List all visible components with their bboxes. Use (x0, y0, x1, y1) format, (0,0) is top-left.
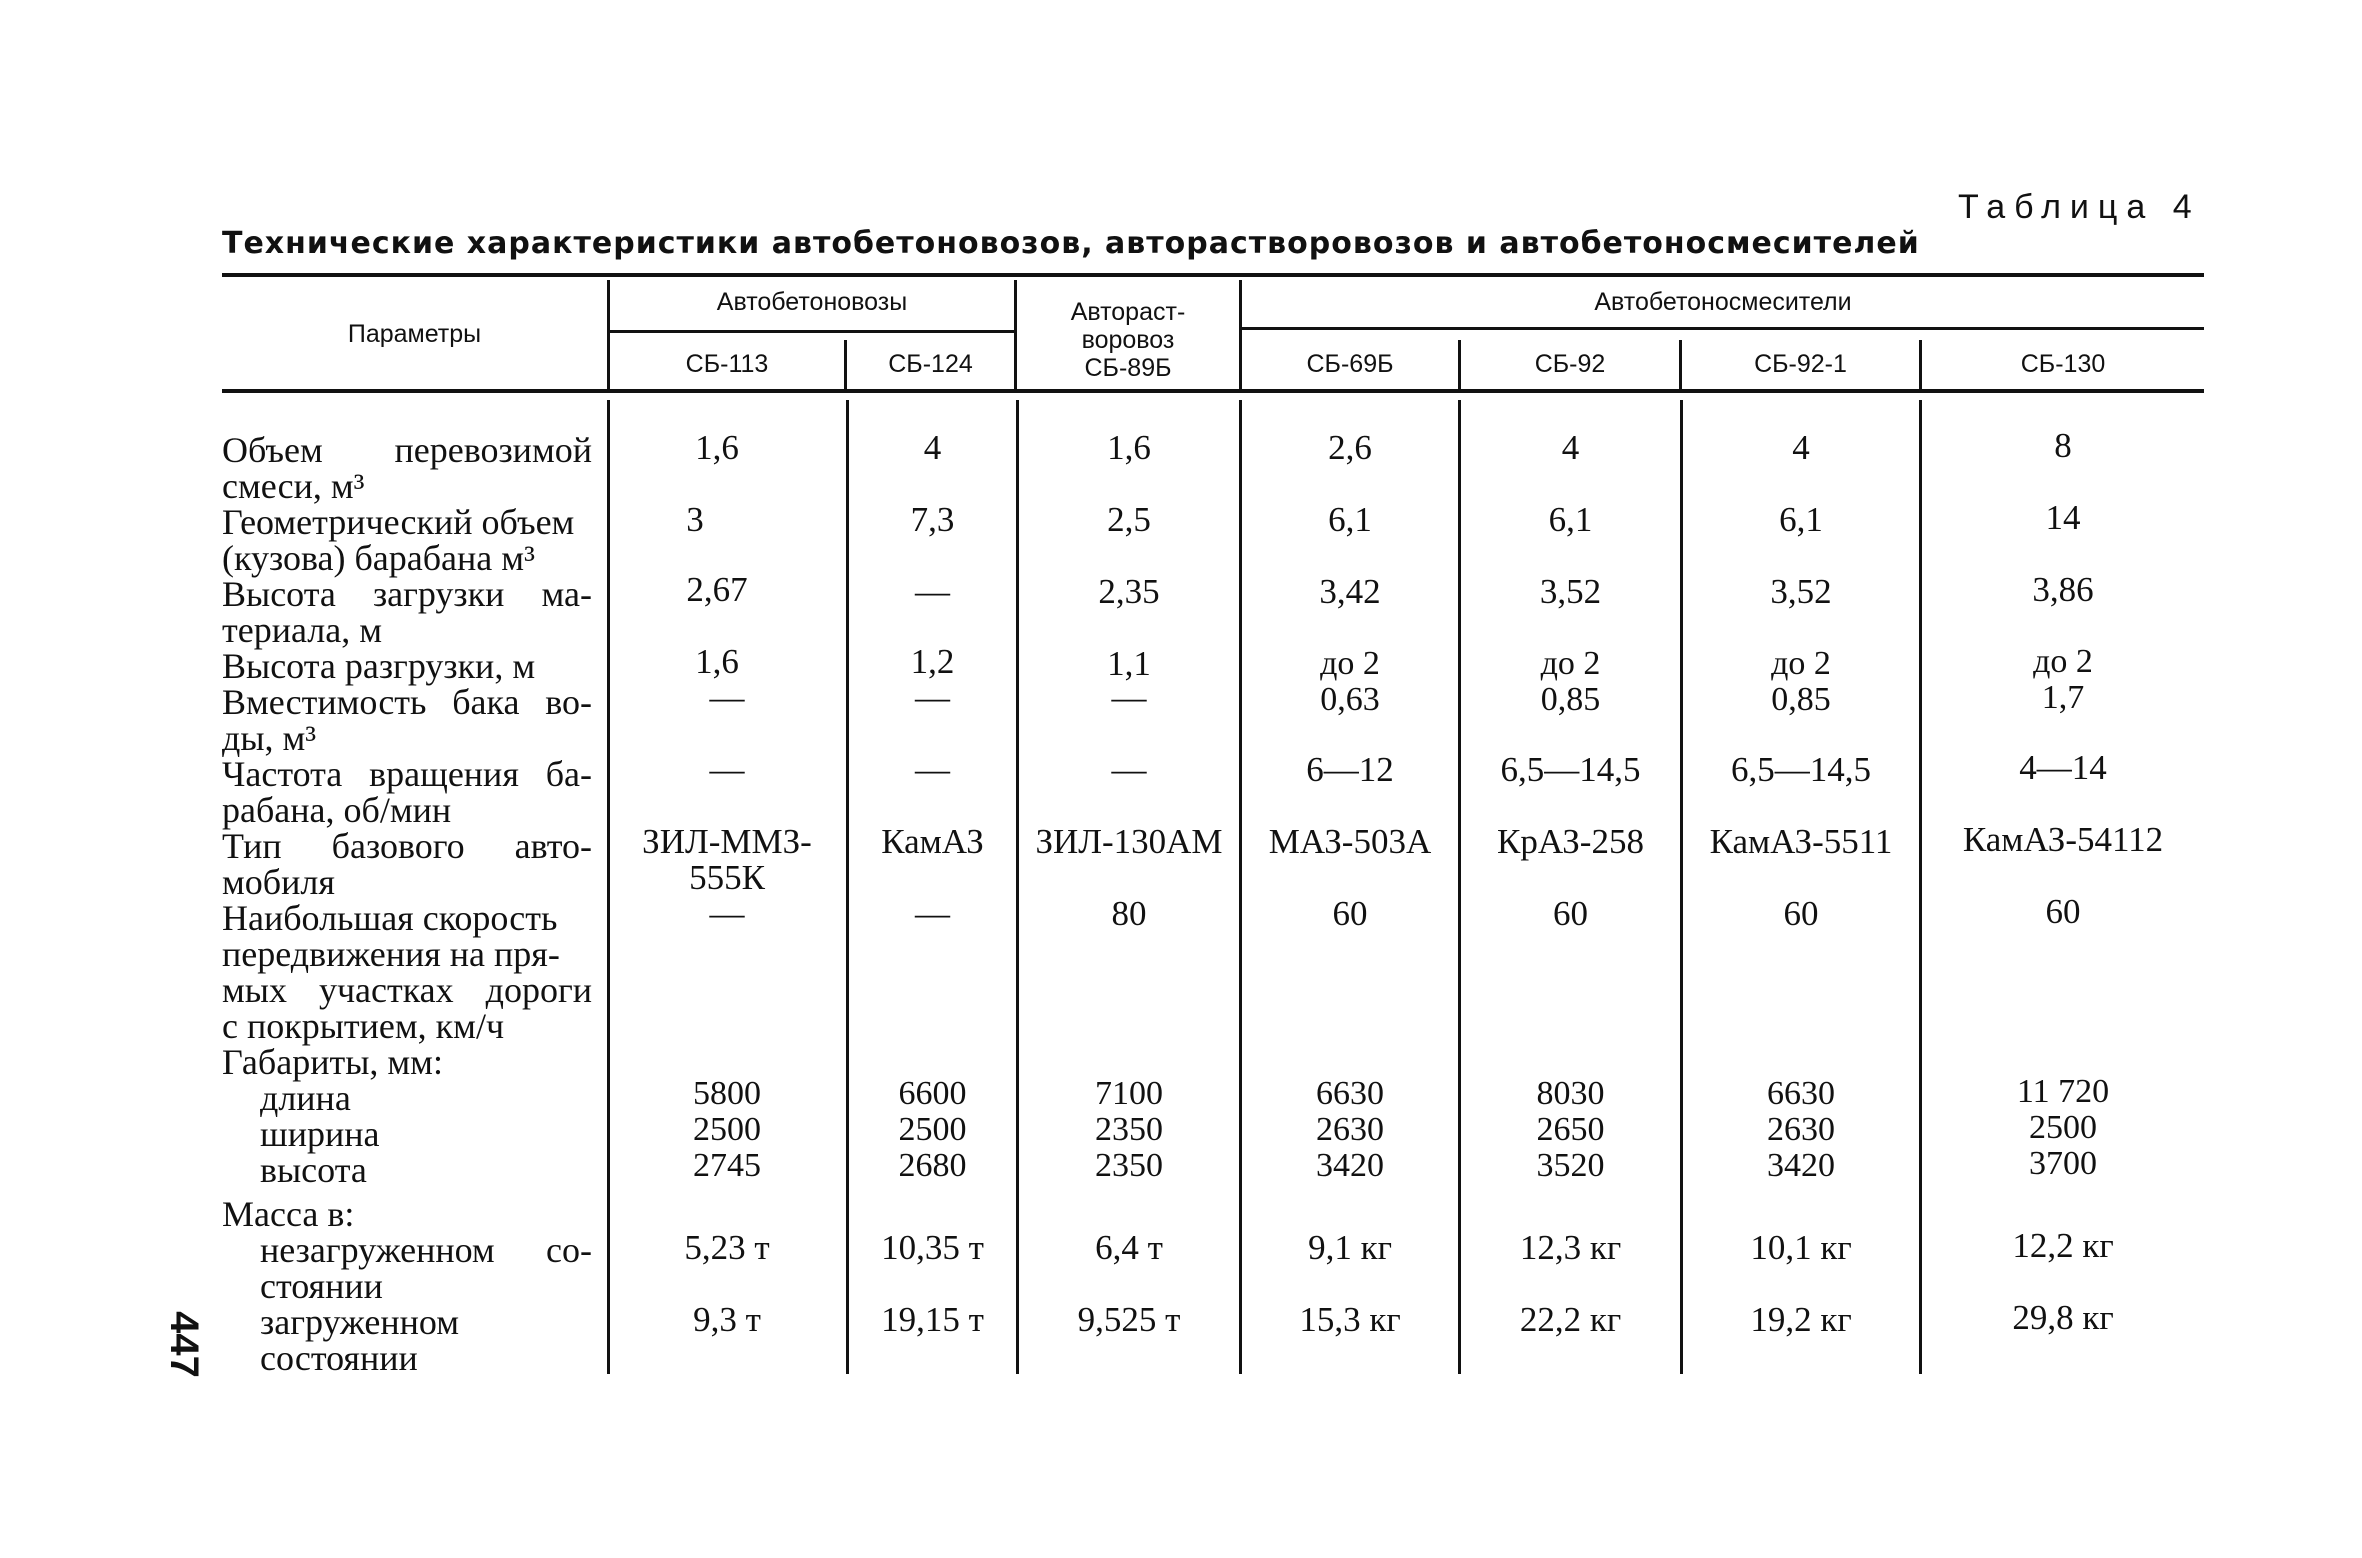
cell-value: 7,3 (910, 500, 955, 539)
cell-value: — (915, 678, 950, 717)
cell-value: 2,67 (686, 570, 748, 609)
cell-value: 19,2 кг (1750, 1300, 1852, 1339)
param-label: ды, м³ (222, 718, 317, 758)
param-label: загруженном (260, 1302, 460, 1342)
cell-value: 60 (1332, 894, 1368, 933)
cell-value: 6—12 (1306, 750, 1394, 789)
param-label: Высота разгрузки, м (222, 646, 536, 686)
cell-value: 60 (1553, 894, 1588, 933)
cell-value: 2,6 (1328, 428, 1372, 467)
param-label: Наибольшая скорость (222, 898, 558, 938)
param-label: передвижения на пря- (222, 934, 560, 974)
cell-value: 6,1 (1779, 500, 1823, 539)
cell-value: 4 (923, 428, 942, 467)
cell-value: 9,525 т (1077, 1300, 1181, 1339)
header-params: Параметры (347, 320, 482, 348)
header-rule (222, 389, 2204, 393)
cell-value: — (709, 678, 745, 717)
param-label: Масса в: (222, 1194, 355, 1234)
cell-value: 10,1 кг (1750, 1228, 1852, 1267)
cell-value: — (915, 572, 950, 611)
cell-value: 29,8 кг (2012, 1298, 2114, 1337)
param-label: Тип базового авто- (222, 826, 592, 866)
top-rule (222, 273, 2204, 277)
param-label: стоянии (260, 1266, 383, 1306)
cell-value: 9,3 т (693, 1300, 761, 1339)
cell-value: 1,6 (695, 642, 739, 681)
param-label: незагруженном со- (260, 1230, 592, 1270)
cell-value: 3,52 (1539, 572, 1602, 611)
cell-value: 6,1 (1328, 500, 1372, 539)
param-label: с покрытием, км/ч (222, 1006, 505, 1046)
cell-value: 3,86 (2032, 570, 2094, 609)
param-label: Геометрический объем (222, 502, 575, 542)
param-label: смеси, м³ (222, 466, 365, 506)
cell-value: 2,5 (1107, 500, 1151, 539)
header-mortar-carrier-l1: Автораст- (1070, 298, 1186, 326)
cell-value: до 2 0,85 (1771, 645, 1831, 718)
cell-dimensions: 6600 2500 2680 (898, 1075, 967, 1184)
param-label: Объем перевозимой (222, 430, 592, 470)
cell-dimensions: 11 720 2500 3700 (2016, 1073, 2110, 1182)
cell-value: — (915, 894, 950, 933)
param-label: ширина (260, 1114, 380, 1154)
param-label: Высота загрузки ма- (222, 574, 592, 614)
cell-value: 1,2 (910, 642, 955, 681)
body-col-divider (1680, 400, 1683, 1374)
body-col-divider (1458, 400, 1461, 1374)
cell-value: 12,2 кг (2012, 1226, 2114, 1265)
param-label: Габариты, мм: (222, 1042, 443, 1082)
body-col-divider (846, 400, 849, 1374)
group3-underline (1240, 327, 2204, 330)
cell-value: 555К (689, 858, 765, 897)
cell-value: 12,3 кг (1519, 1228, 1622, 1267)
cell-value: 15,3 кг (1299, 1300, 1401, 1339)
cell-value: 10,35 т (881, 1228, 984, 1267)
header-mortar-carrier-l2: воровоз (1081, 326, 1175, 354)
param-label: (кузова) барабана м³ (222, 538, 535, 578)
cell-value: 1,1 (1107, 644, 1151, 683)
header-model: СБ-113 (685, 350, 769, 378)
cell-value: 60 (1783, 894, 1819, 933)
header-model: СБ-92 (1534, 350, 1606, 378)
cell-value: 8 (2054, 426, 2072, 465)
cell-value: до 2 0,63 (1320, 645, 1380, 718)
cell-value: 3 (686, 500, 704, 539)
cell-dimensions: 8030 2650 3520 (1536, 1075, 1605, 1184)
cell-value: 60 (2045, 892, 2081, 931)
body-col-divider (1016, 400, 1019, 1374)
cell-value: 9,1 кг (1308, 1228, 1392, 1267)
cell-value: 6,5—14,5 (1500, 750, 1641, 789)
cell-value: 3,42 (1319, 572, 1381, 611)
param-label: Вместимость бака во- (222, 682, 592, 722)
param-label: Частота вращения ба- (222, 754, 592, 794)
cell-value: 14 (2045, 498, 2081, 537)
cell-value: 6,4 т (1095, 1228, 1163, 1267)
header-group-concrete-carriers: Автобетоновозы (716, 288, 908, 316)
cell-value: КрАЗ-258 (1497, 822, 1644, 861)
cell-value: 4 (1792, 428, 1810, 467)
cell-value: — (709, 894, 745, 933)
cell-value: ЗИЛ-ММЗ- (642, 822, 812, 861)
cell-dimensions: 6630 2630 3420 (1316, 1075, 1384, 1184)
header-mortar-carrier-l3: СБ-89Б (1084, 354, 1172, 382)
cell-value: МАЗ-503А (1268, 822, 1432, 861)
param-label: высота (260, 1150, 367, 1190)
cell-value: 5,23 т (684, 1228, 770, 1267)
cell-value: — (709, 750, 745, 789)
header-group-mixers: Автобетоносмесители (1594, 288, 1852, 316)
header-model: СБ-124 (888, 350, 973, 378)
cell-value: до 2 1,7 (2033, 643, 2093, 716)
cell-value: КамАЗ (881, 822, 984, 861)
cell-dimensions: 6630 2630 3420 (1767, 1075, 1835, 1184)
cell-dimensions: 7100 2350 2350 (1095, 1075, 1163, 1184)
header-model: СБ-69Б (1306, 350, 1394, 378)
cell-value: 1,6 (1107, 428, 1151, 467)
cell-value: ЗИЛ-130АМ (1035, 822, 1223, 861)
group1-underline (608, 330, 1014, 333)
cell-value: 6,5—14,5 (1731, 750, 1871, 789)
param-label: длина (260, 1078, 351, 1118)
cell-value: — (915, 750, 950, 789)
cell-dimensions: 5800 2500 2745 (693, 1075, 761, 1184)
cell-value: 80 (1111, 894, 1147, 933)
cell-value: 4—14 (2019, 748, 2107, 787)
cell-value: КамАЗ-54112 (1962, 820, 2164, 859)
cell-value: 2,35 (1098, 572, 1160, 611)
cell-value: 19,15 т (881, 1300, 984, 1339)
cell-value: до 2 0,85 (1540, 645, 1601, 718)
cell-value: 22,2 кг (1519, 1300, 1622, 1339)
header-model: СБ-130 (2020, 350, 2106, 378)
table-label: Таблица 4 (1958, 188, 2201, 226)
param-label: состоянии (260, 1338, 418, 1378)
cell-value: КамАЗ-5511 (1709, 822, 1893, 861)
body-col-divider (1239, 400, 1242, 1374)
page-number: 447 (161, 1311, 206, 1378)
param-label: мых участках дороги (222, 970, 592, 1010)
param-label: териала, м (222, 610, 382, 650)
table-title: Технические характеристики автобетоновозов, авторастворовозов и автобетоносмесителей (222, 226, 1920, 261)
cell-value: — (1111, 678, 1147, 717)
header-model: СБ-92-1 (1754, 350, 1847, 378)
cell-value: 1,6 (695, 428, 739, 467)
cell-value: 4 (1561, 428, 1580, 467)
cell-value: 3,52 (1770, 572, 1832, 611)
cell-value: — (1111, 750, 1147, 789)
cell-value: 6,1 (1548, 500, 1593, 539)
param-label: мобиля (222, 862, 335, 902)
param-label: рабана, об/мин (222, 790, 452, 830)
